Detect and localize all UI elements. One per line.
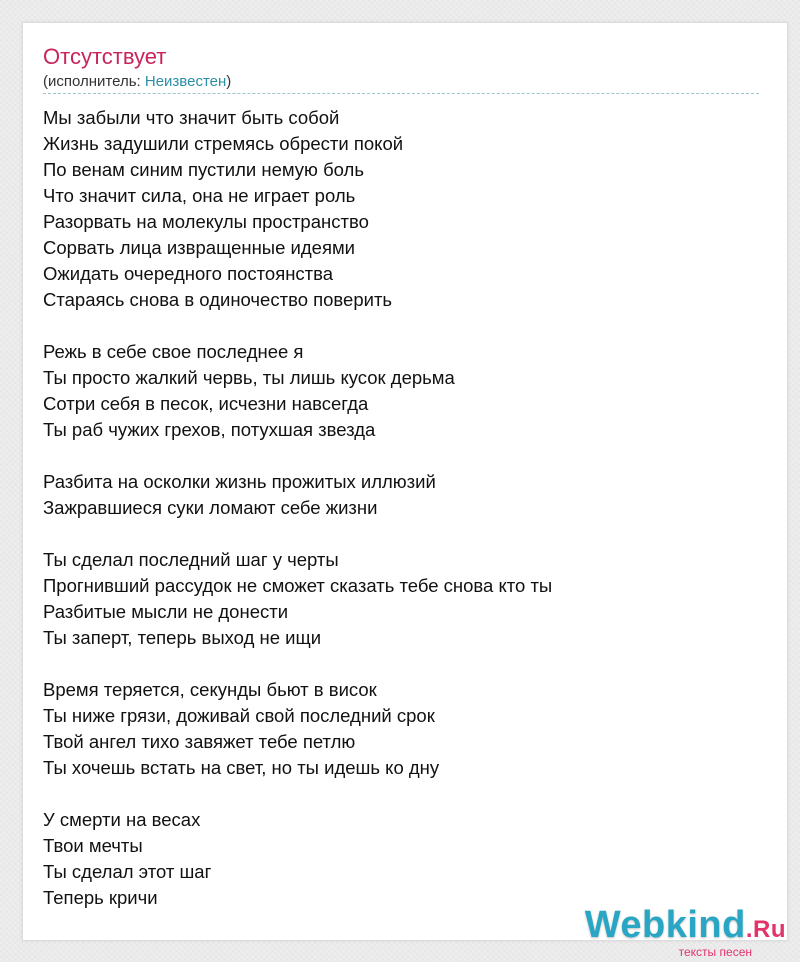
lyric-line: Режь в себе свое последнее я	[43, 341, 304, 362]
stanza	[43, 105, 763, 313]
lyric-line: Твои мечты	[43, 835, 143, 856]
lyric-line: Разорвать на молекулы пространство	[43, 211, 369, 232]
lyric-line: Время теряется, секунды бьют в висок	[43, 679, 377, 700]
artist-link[interactable]: Неизвестен	[144, 73, 227, 90]
title-divider	[43, 93, 759, 94]
lyric-line: Ты сделал этот шаг	[43, 861, 212, 882]
lyric-line: Теперь кричи	[43, 887, 158, 908]
lyric-line: У смерти на весах	[43, 809, 201, 830]
logo-word: Webkind	[584, 904, 746, 946]
lyric-line: Разбитые мысли не донести	[43, 601, 289, 622]
lyric-line: Ты хочешь встать на свет, но ты идешь ко дну	[43, 757, 440, 778]
lyric-line: Ты ниже грязи, доживай свой последний срок	[43, 705, 435, 726]
lyric-line: Ты просто жалкий червь, ты лишь кусок дерьма	[43, 367, 455, 388]
lyric-line: Зажравшиеся суки ломают себе жизни	[43, 497, 378, 518]
artist-prefix: (исполнитель:	[43, 73, 145, 90]
lyric-line: Стараясь снова в одиночество поверить	[43, 289, 393, 310]
song-title: Отсутствует	[43, 44, 167, 69]
logo-tagline: тексты песен	[678, 945, 752, 959]
stanza	[43, 807, 763, 911]
lyric-line: Ожидать очередного постоянства	[43, 263, 334, 284]
webkind-logo[interactable]	[585, 905, 786, 958]
artist-line	[43, 72, 231, 92]
stanza	[43, 469, 763, 521]
lyric-line: Сорвать лица извращенные идеями	[43, 237, 356, 258]
lyric-line: По венам синим пустили немую боль	[43, 159, 364, 180]
lyric-line: Ты сделал последний шаг у черты	[43, 549, 339, 570]
logo-tld: .Ru	[745, 916, 786, 943]
lyrics-body	[43, 105, 763, 937]
stanza	[43, 339, 763, 443]
lyric-line: Разбита на осколки жизнь прожитых иллюзий	[43, 471, 436, 492]
logo-wordmark	[585, 905, 786, 950]
lyric-line: Что значит сила, она не играет роль	[43, 185, 356, 206]
lyric-line: Твой ангел тихо завяжет тебе петлю	[43, 731, 356, 752]
stanza	[43, 677, 763, 781]
artist-suffix: )	[226, 73, 232, 90]
lyric-line: Жизнь задушили стремясь обрести покой	[43, 133, 404, 154]
lyric-line: Прогнивший рассудок не сможет сказать тебе снова кто ты	[43, 575, 553, 596]
lyric-line: Ты заперт, теперь выход не ищи	[43, 627, 322, 648]
stanza	[43, 547, 763, 651]
lyric-line: Мы забыли что значит быть собой	[43, 107, 340, 128]
lyrics-card	[22, 22, 788, 941]
lyric-line: Ты раб чужих грехов, потухшая звезда	[43, 419, 376, 440]
lyric-line: Сотри себя в песок, исчезни навсегда	[43, 393, 369, 414]
